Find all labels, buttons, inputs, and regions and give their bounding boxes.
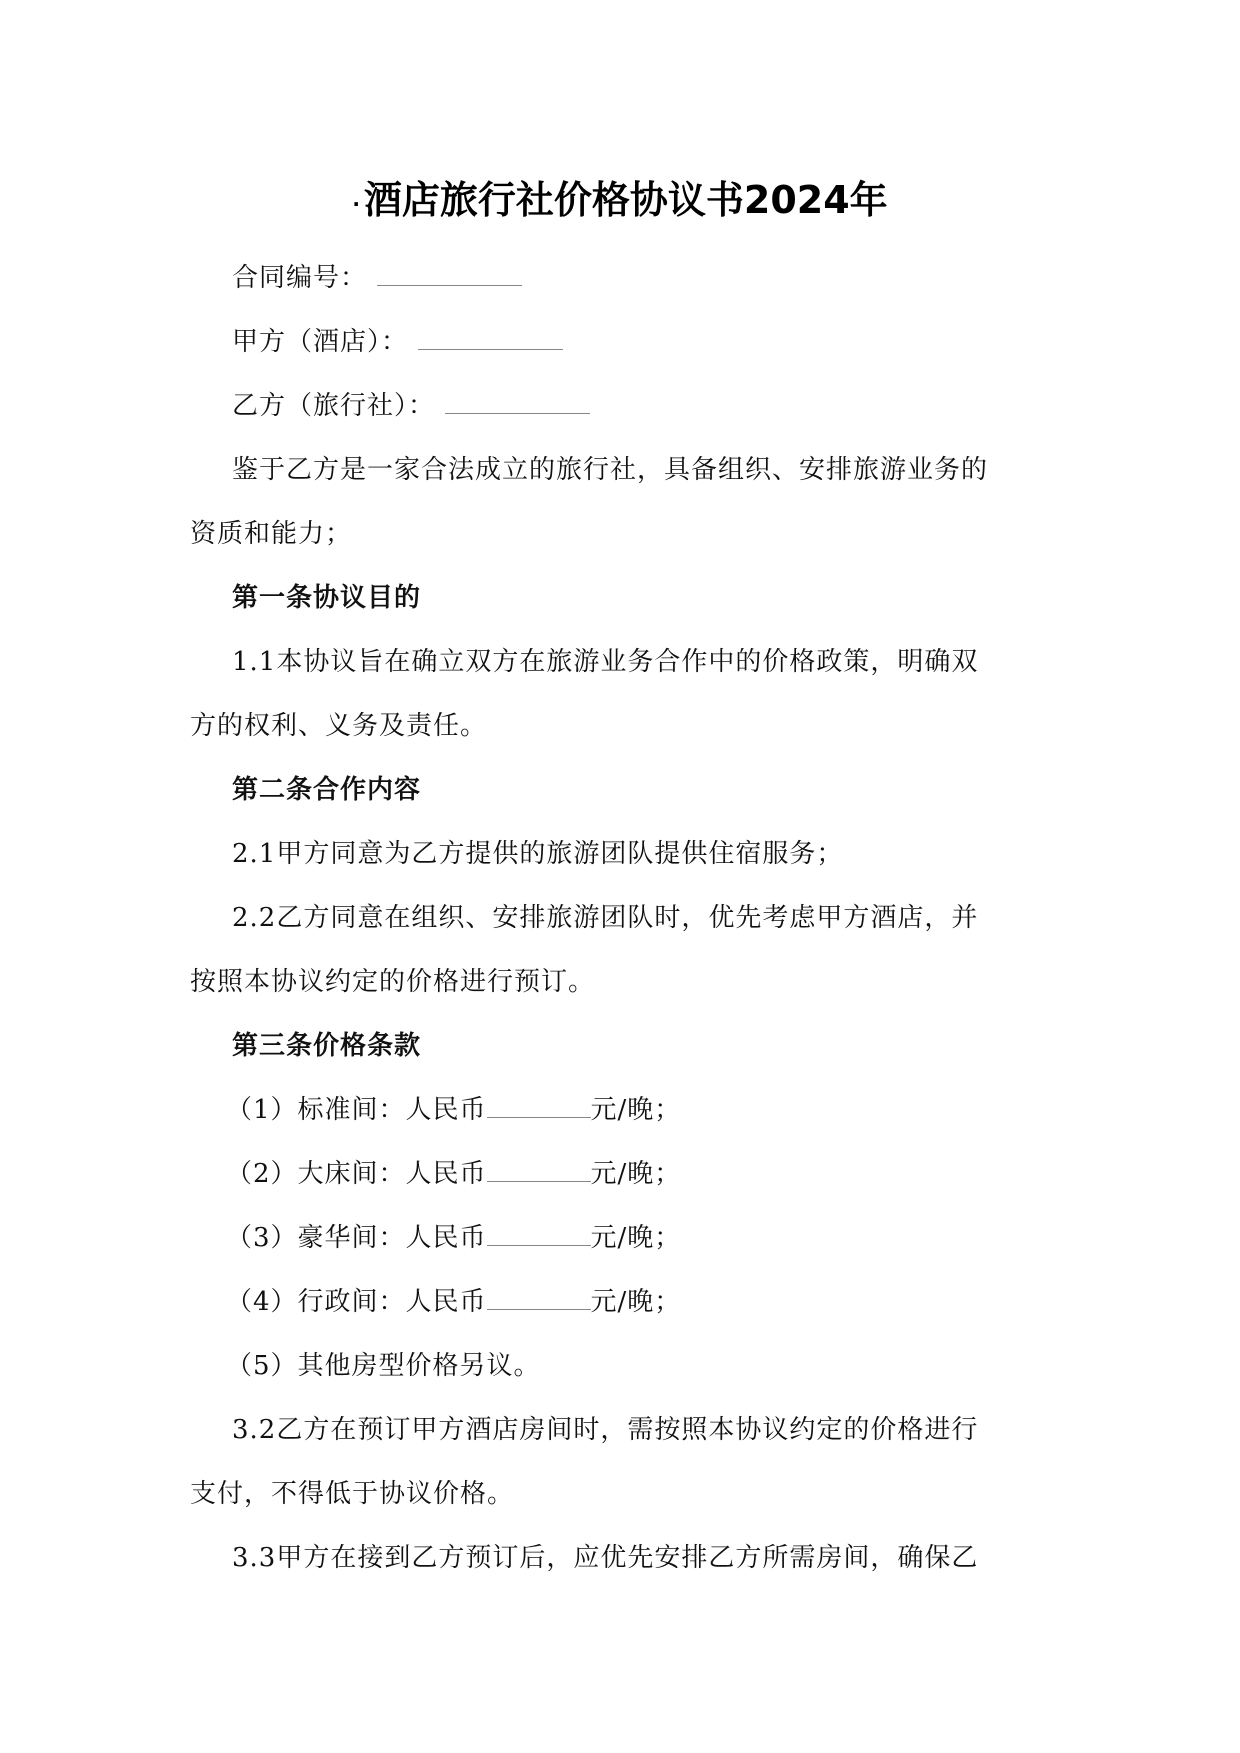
- price-item-label: （2）大床间：人民币: [226, 1159, 487, 1189]
- party-a-blank[interactable]: [418, 323, 563, 350]
- price-blank-standard[interactable]: [487, 1091, 591, 1118]
- article-3-heading: 第三条价格条款: [232, 1031, 422, 1061]
- clause-2-2-line-2: 按照本协议约定的价格进行预订。: [190, 967, 596, 997]
- title-bullet: ·: [352, 192, 360, 216]
- price-item-label: （1）标准间：人民币: [226, 1095, 487, 1125]
- price-item-king: [226, 1154, 681, 1194]
- clause-1-1-line-1: 1.1本协议旨在确立双方在旅游业务合作中的价格政策，明确双: [232, 647, 979, 677]
- price-item-label: （3）豪华间：人民币: [226, 1223, 487, 1253]
- party-b-blank[interactable]: [445, 387, 590, 414]
- price-unit: 元/晚；: [590, 1287, 682, 1317]
- article-1-heading: 第一条协议目的: [232, 583, 422, 613]
- price-unit: 元/晚；: [590, 1159, 682, 1189]
- article-2-heading: 第二条合作内容: [232, 775, 422, 805]
- clause-3-2-line-1: 3.2乙方在预订甲方酒店房间时，需按照本协议约定的价格进行: [232, 1415, 979, 1445]
- clause-2-2-line-1: 2.2乙方同意在组织、安排旅游团队时，优先考虑甲方酒店，并: [232, 903, 979, 933]
- price-unit: 元/晚；: [590, 1223, 682, 1253]
- price-item-deluxe: [226, 1218, 681, 1258]
- clause-2-1: 2.1甲方同意为乙方提供的旅游团队提供住宿服务；: [232, 839, 844, 869]
- contract-number-field: [232, 258, 522, 298]
- price-unit: 元/晚；: [590, 1095, 682, 1125]
- price-blank-deluxe[interactable]: [487, 1219, 591, 1246]
- party-a-field: [232, 322, 563, 362]
- contract-number-label: 合同编号：: [232, 263, 368, 293]
- party-b-label: 乙方（旅行社）：: [232, 391, 436, 421]
- party-a-label: 甲方（酒店）：: [232, 327, 409, 357]
- document-title: [0, 172, 1240, 228]
- clause-1-1-line-2: 方的权利、义务及责任。: [190, 711, 488, 741]
- contract-number-blank[interactable]: [377, 259, 522, 286]
- price-item-other: （5）其他房型价格另议。: [226, 1351, 541, 1381]
- title-text: 酒店旅行社价格协议书2024年: [363, 178, 888, 222]
- price-blank-executive[interactable]: [487, 1283, 591, 1310]
- preamble-line-1: 鉴于乙方是一家合法成立的旅行社，具备组织、安排旅游业务的: [232, 455, 989, 485]
- preamble-line-2: 资质和能力；: [190, 519, 353, 549]
- clause-3-3-line-1: 3.3甲方在接到乙方预订后，应优先安排乙方所需房间，确保乙: [232, 1543, 979, 1573]
- price-item-executive: [226, 1282, 681, 1322]
- price-item-standard: [226, 1090, 681, 1130]
- price-item-label: （4）行政间：人民币: [226, 1287, 487, 1317]
- price-blank-king[interactable]: [487, 1155, 591, 1182]
- clause-3-2-line-2: 支付，不得低于协议价格。: [190, 1479, 515, 1509]
- party-b-field: [232, 386, 590, 426]
